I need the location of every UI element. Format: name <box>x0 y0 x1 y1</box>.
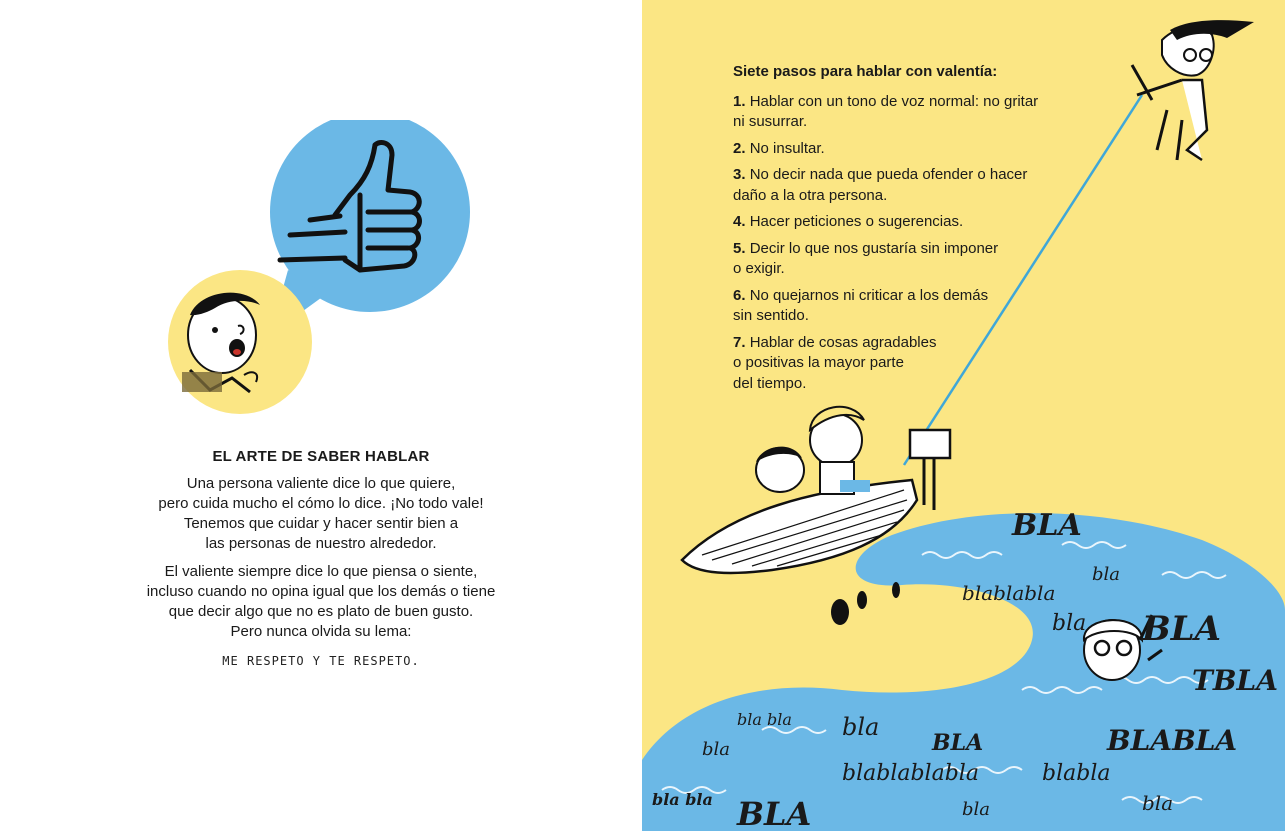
wave-word: TBLA <box>1192 664 1278 697</box>
step-text: No decir nada que pueda ofender o hacer <box>749 166 1028 183</box>
step-item <box>733 139 1073 160</box>
boat-icon <box>682 407 950 625</box>
step-text: daño a la otra persona. <box>733 186 888 204</box>
wave-word: BLABLA <box>1107 724 1238 757</box>
step-item <box>733 92 1073 133</box>
step-number: 1. <box>733 92 746 110</box>
step-text: Decir lo que nos gustaría sin imponer <box>749 239 999 257</box>
wave-word: BLA <box>1012 508 1082 543</box>
wave-word: BLA <box>1142 609 1222 649</box>
wave-word: BLA <box>737 795 812 831</box>
wave-word: bla <box>962 799 991 820</box>
step-item <box>733 239 1073 280</box>
step-number: 5. <box>733 239 746 257</box>
step-text: o exigir. <box>733 260 785 277</box>
water-skier-icon <box>1132 20 1254 160</box>
step-text: sin sentido. <box>733 307 809 324</box>
section-heading: EL ARTE DE SABER HABLAR <box>212 448 430 465</box>
step-number: 4. <box>733 213 746 230</box>
step-text: Hacer peticiones o sugerencias. <box>749 213 964 230</box>
step-text: Hablar de cosas agradables <box>749 333 937 351</box>
step-line <box>733 92 1073 113</box>
step-line <box>733 212 1073 233</box>
wave-word: bla <box>842 713 880 741</box>
step-text: o positivas la mayor parte <box>733 354 904 371</box>
wave-word: blablabla <box>962 581 1056 605</box>
body-paragraph <box>0 562 642 642</box>
step-text: Hablar con un tono de voz normal: no gritar <box>749 92 1039 110</box>
step-number: 3. <box>733 166 746 183</box>
step-item <box>733 212 1073 233</box>
wave-word: bla bla <box>652 790 713 809</box>
motto-text: ME RESPETO Y TE RESPETO. <box>222 654 420 668</box>
steps-title: Siete pasos para hablar con valentía: <box>733 63 998 80</box>
step-text: ni susurrar. <box>733 113 808 130</box>
step-number: 2. <box>733 139 746 157</box>
step-text: No insultar. <box>749 139 825 157</box>
wave-word: blablablabla <box>842 761 979 786</box>
wave-word: bla <box>1142 791 1174 815</box>
step-number: 7. <box>733 333 746 351</box>
step-line <box>733 165 1073 186</box>
step-item <box>733 333 1073 395</box>
step-line <box>733 239 1073 260</box>
step-line <box>733 333 1073 354</box>
wave-word: bla bla <box>737 710 792 729</box>
wave-word: bla <box>1052 611 1087 636</box>
text-line: Una persona valiente dice lo que quiere, <box>186 475 456 492</box>
text-line: Pero nunca olvida su lema: <box>230 623 412 640</box>
wave-word: bla <box>702 739 731 760</box>
step-line <box>733 139 1073 160</box>
wave-word: blabla <box>1042 761 1111 786</box>
step-text: No quejarnos ni criticar a los demás <box>749 286 989 304</box>
step-item <box>733 165 1073 206</box>
wave-word: bla <box>1092 564 1121 585</box>
text-line: Tenemos que cuidar y hacer sentir bien a <box>183 515 459 532</box>
intro-paragraph <box>0 474 642 554</box>
text-line: que decir algo que no es plato de buen gusto. <box>168 603 474 620</box>
step-number: 6. <box>733 286 746 304</box>
text-line: pero cuida mucho el cómo lo dice. ¡No todo vale! <box>158 495 484 512</box>
step-text: del tiempo. <box>733 374 807 392</box>
thumbs-up-illustration <box>160 120 480 420</box>
step-line <box>733 286 1073 307</box>
text-line: las personas de nuestro alrededor. <box>205 535 437 552</box>
text-line: incluso cuando no opina igual que los demás o tiene <box>146 583 496 600</box>
text-line: El valiente siempre dice lo que piensa o siente, <box>164 563 478 580</box>
wave-word: BLA <box>932 730 984 756</box>
steps-panel <box>733 62 1073 400</box>
step-item <box>733 286 1073 327</box>
